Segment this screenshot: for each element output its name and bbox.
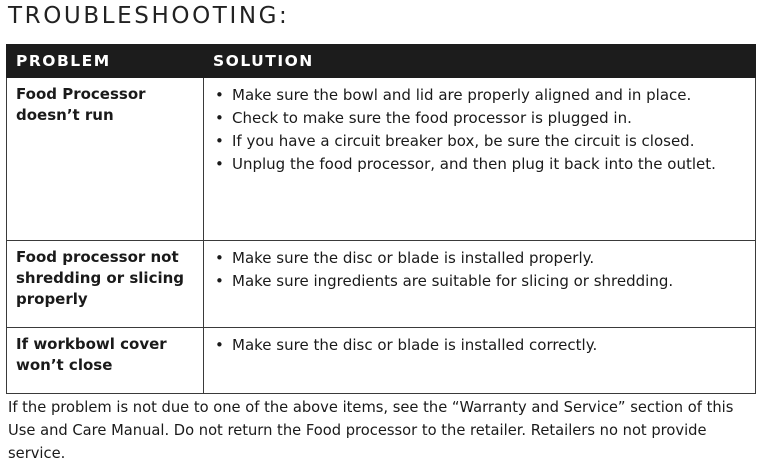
solution-item	[213, 334, 751, 357]
bullet-icon: •	[215, 155, 224, 173]
solution-item	[213, 270, 751, 293]
problem-cell: Food processor not shredding or slicing properly	[7, 241, 204, 328]
solution-text: Check to make sure the food processor is plugged in.	[232, 109, 632, 127]
solution-cell	[204, 78, 756, 241]
bullet-icon: •	[215, 86, 224, 104]
solution-list	[213, 247, 751, 293]
solution-item	[213, 107, 751, 130]
troubleshooting-table	[6, 44, 756, 394]
solution-text: Make sure the disc or blade is installed correctly.	[232, 336, 598, 354]
solution-item	[213, 130, 751, 153]
solution-item	[213, 84, 751, 107]
table-header-row	[7, 45, 756, 78]
bullet-icon: •	[215, 272, 224, 290]
solution-text: If you have a circuit breaker box, be sure the circuit is closed.	[232, 132, 695, 150]
page-title: TROUBLESHOOTING:	[8, 3, 290, 29]
table-row	[7, 328, 756, 394]
solution-text: Make sure the bowl and lid are properly aligned and in place.	[232, 86, 692, 104]
header-problem: PROBLEM	[7, 45, 204, 78]
footer-note: If the problem is not due to one of the above items, see the “Warranty and Service” section of this Use and Care Manual. Do not return the Food processor to the retailer. Retailers no not provide service.	[8, 399, 734, 462]
header-solution: SOLUTION	[204, 45, 756, 78]
bullet-icon: •	[215, 336, 224, 354]
bullet-icon: •	[215, 109, 224, 127]
bullet-icon: •	[215, 132, 224, 150]
solution-list	[213, 84, 751, 176]
bullet-icon: •	[215, 249, 224, 267]
problem-cell: If workbowl cover won’t close	[7, 328, 204, 394]
solution-item	[213, 153, 751, 176]
solution-text: Make sure the disc or blade is installed properly.	[232, 249, 595, 267]
problem-cell: Food Processor doesn’t run	[7, 78, 204, 241]
solution-cell	[204, 328, 756, 394]
table-row	[7, 241, 756, 328]
solution-cell	[204, 241, 756, 328]
solution-list	[213, 334, 751, 357]
solution-text: Unplug the food processor, and then plug it back into the outlet.	[232, 155, 716, 173]
solution-item	[213, 247, 751, 270]
table-row	[7, 78, 756, 241]
solution-text: Make sure ingredients are suitable for slicing or shredding.	[232, 272, 674, 290]
